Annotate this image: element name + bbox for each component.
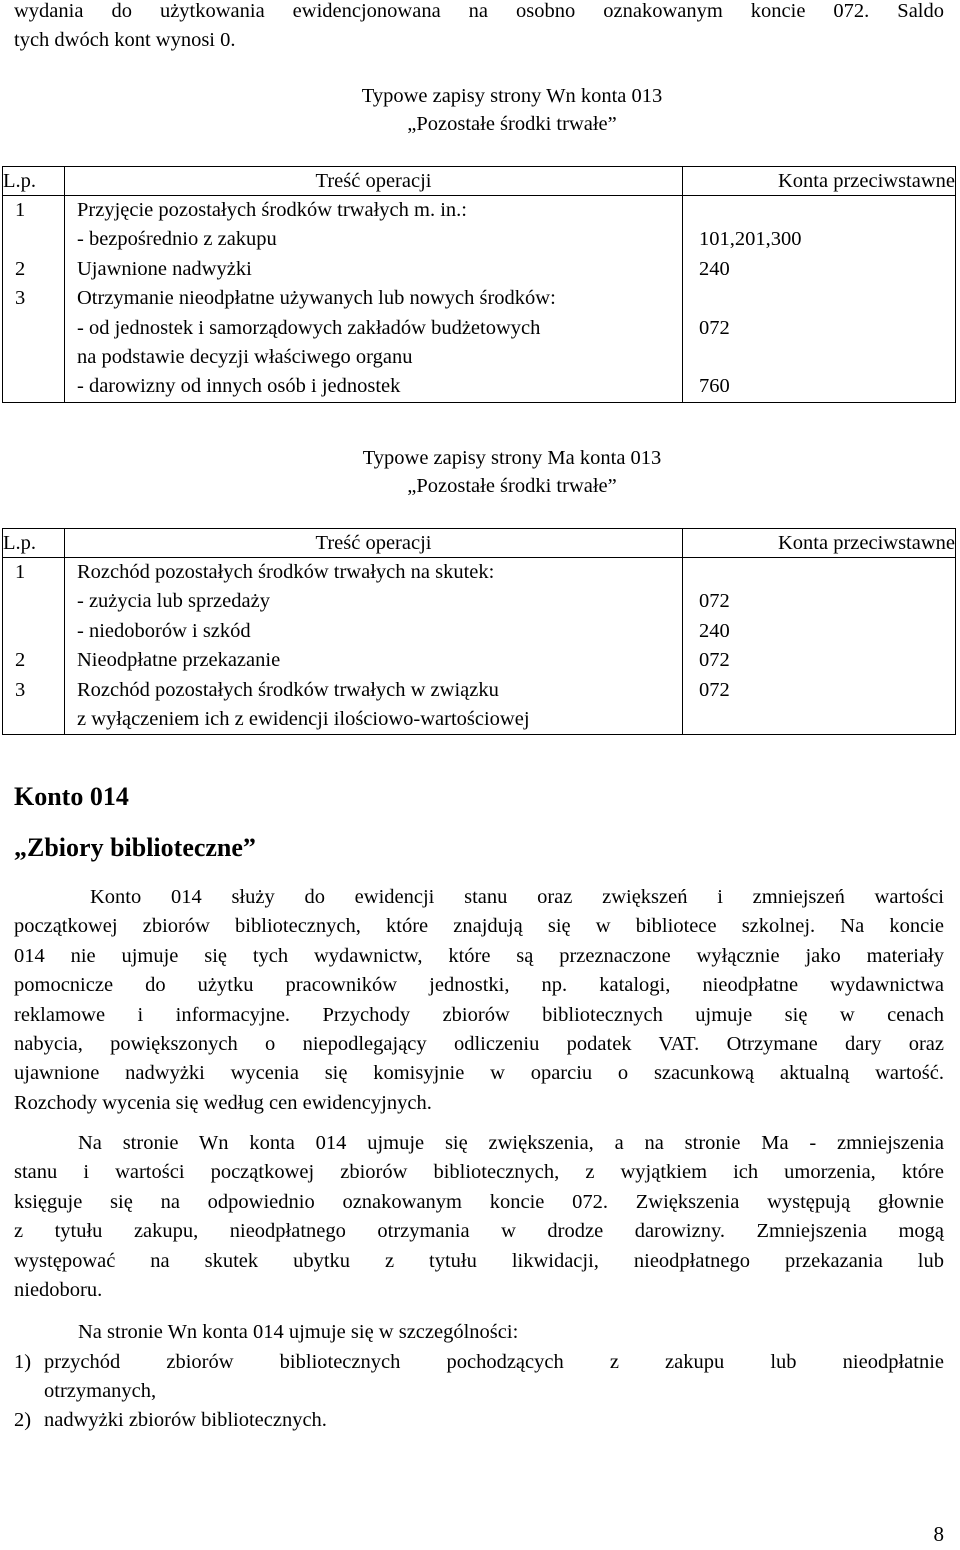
intro-paragraph	[14, 0, 944, 56]
paragraph-line: Na stronie Wn konta 014 ujmuje się w szczególności:	[78, 1321, 519, 1343]
tresc-cell: Ujawnione nadwyżki	[77, 257, 252, 280]
tresc-cell: Rozchód pozostałych środków trwałych w związku	[77, 678, 499, 701]
table-ma	[2, 528, 956, 735]
konta-cell	[683, 284, 955, 313]
table-ma-subtitle: „Pozostałe środki trwałe”	[407, 475, 617, 497]
konta-cell	[683, 705, 955, 734]
lp-cell	[3, 705, 64, 734]
lp-cell: 1	[15, 561, 26, 583]
header-lp: L.p.	[3, 167, 65, 196]
paragraph-line: ujawnione nadwyżki wycenia się komisyjnie w oparciu o szacunkową aktualną wartość.	[14, 1062, 944, 1085]
konta-cell: 072	[699, 590, 730, 613]
konta-cell: 072	[699, 316, 730, 339]
tresc-cell: - darowizny od innych osób i jednostek	[77, 375, 401, 398]
tresc-column	[65, 196, 683, 403]
paragraph-line: stanu i wartości początkowej zbiorów bibliotecznych, z wyjątkiem ich umorzenia, które	[14, 1161, 944, 1184]
table-wn	[2, 166, 956, 403]
paragraph-line: z tytułu zakupu, nieodpłatnego otrzymania w drodze darowizny. Zmniejszenia mogą	[14, 1220, 944, 1243]
header-tresc: Treść operacji	[65, 529, 683, 558]
lp-column	[3, 196, 65, 403]
paragraph-line: Rozchody wycenia się według cen ewidencyjnych.	[14, 1091, 432, 1114]
lp-cell	[3, 617, 64, 646]
list-text	[44, 1406, 944, 1435]
section-subheading: „Zbiory biblioteczne”	[14, 833, 256, 862]
intro-line-2: tych dwóch kont wynosi 0.	[14, 29, 236, 52]
tresc-cell: z wyłączeniem ich z ewidencji ilościowo-wartościowej	[77, 707, 530, 730]
list-line: nadwyżki zbiorów bibliotecznych.	[44, 1409, 327, 1431]
paragraph-line: niedoboru.	[14, 1278, 103, 1301]
lp-cell	[3, 372, 64, 401]
paragraph-line: księguje się na odpowiednio oznakowanym koncie 072. Zwiększenia występują głownie	[14, 1190, 944, 1213]
table-body-row	[3, 196, 956, 403]
header-konta: Konta przeciwstawne	[683, 167, 956, 196]
table-wn-subtitle: „Pozostałe środki trwałe”	[407, 113, 617, 135]
konta-column	[683, 196, 956, 403]
tresc-cell: Rozchód pozostałych środków trwałych na skutek:	[77, 561, 495, 583]
konta-cell: 072	[699, 649, 730, 672]
paragraph-2	[14, 1129, 944, 1305]
header-lp: L.p.	[3, 529, 65, 558]
paragraph-line: występować na skutek ubytku z tytułu likwidacji, nieodpłatnego przekazania lub	[14, 1249, 944, 1272]
list-item	[14, 1348, 944, 1407]
table-wn-title: Typowe zapisy strony Wn konta 013	[361, 85, 663, 107]
tresc-cell: Przyjęcie pozostałych środków trwałych m. in.:	[77, 199, 467, 221]
konta-cell	[683, 558, 955, 587]
table-ma-title: Typowe zapisy strony Ma konta 013	[362, 447, 662, 469]
tresc-cell: - niedoborów i szkód	[77, 619, 251, 642]
tresc-cell: Otrzymanie nieodpłatne używanych lub nowych środków:	[77, 287, 556, 310]
table-header-row	[3, 529, 956, 558]
konta-cell: 240	[699, 257, 730, 280]
list-item	[14, 1406, 944, 1436]
paragraph-line: pomocnicze do użytku pracowników jednostki, np. katalogi, nieodpłatne wydawnictwa	[14, 974, 944, 997]
paragraph-3	[14, 1318, 944, 1347]
list-line: otrzymanych,	[44, 1380, 157, 1403]
lp-cell: 3	[15, 287, 26, 310]
page-number: 8	[933, 1522, 944, 1546]
tresc-cell: - zużycia lub sprzedaży	[77, 590, 270, 613]
tresc-column	[65, 558, 683, 735]
lp-cell: 2	[15, 649, 26, 672]
list-number: 2)	[14, 1409, 32, 1431]
konta-cell: 101,201,300	[699, 228, 802, 251]
tresc-cell: - od jednostek i samorządowych zakładów budżetowych	[77, 316, 541, 339]
paragraph-line: nabycia, powiększonych o niepodlegający odliczeniu podatek VAT. Otrzymane dary oraz	[14, 1032, 944, 1055]
konta-cell	[683, 196, 955, 225]
paragraph-line: 014 nie ujmuje się tych wydawnictw, które są przeznaczone wyłącznie jako materiały	[14, 944, 944, 967]
list-text	[44, 1348, 944, 1407]
header-tresc: Treść operacji	[65, 167, 683, 196]
lp-cell	[3, 343, 64, 372]
konta-cell: 760	[699, 375, 730, 398]
header-konta: Konta przeciwstawne	[683, 529, 956, 558]
intro-line-1: wydania do użytkowania ewidencjonowana na osobno oznakowanym koncie 072. Saldo	[14, 0, 944, 22]
lp-column	[3, 558, 65, 735]
konta-cell	[683, 343, 955, 372]
paragraph-line: Na stronie Wn konta 014 ujmuje się zwiększenia, a na stronie Ma - zmniejszenia	[78, 1132, 944, 1154]
paragraph-line: reklamowe i informacyjne. Przychody zbiorów bibliotecznych ujmuje się w cenach	[14, 1003, 944, 1026]
lp-cell	[3, 314, 64, 343]
list-line: przychód zbiorów bibliotecznych pochodzących z zakupu lub nieodpłatnie	[44, 1351, 944, 1373]
table-body-row	[3, 558, 956, 735]
tresc-cell: Nieodpłatne przekazanie	[77, 649, 281, 672]
list-number: 1)	[14, 1351, 32, 1373]
lp-cell: 3	[15, 678, 26, 701]
section-heading: Konto 014	[14, 782, 129, 811]
konta-cell: 072	[699, 678, 730, 701]
paragraph-line: Konto 014 służy do ewidencji stanu oraz zwiększeń i zmniejszeń wartości	[90, 886, 944, 908]
konta-column	[683, 558, 956, 735]
lp-cell: 2	[15, 257, 26, 280]
lp-cell	[3, 225, 64, 254]
paragraph-1	[14, 883, 944, 1118]
paragraph-line: początkowej zbiorów bibliotecznych, które znajdują się w bibliotece szkolnej. Na koncie	[14, 915, 944, 938]
lp-cell: 1	[15, 199, 26, 221]
table-header-row	[3, 167, 956, 196]
tresc-cell: na podstawie decyzji właściwego organu	[77, 345, 413, 368]
lp-cell	[3, 587, 64, 616]
tresc-cell: - bezpośrednio z zakupu	[77, 228, 277, 251]
konta-cell: 240	[699, 619, 730, 642]
